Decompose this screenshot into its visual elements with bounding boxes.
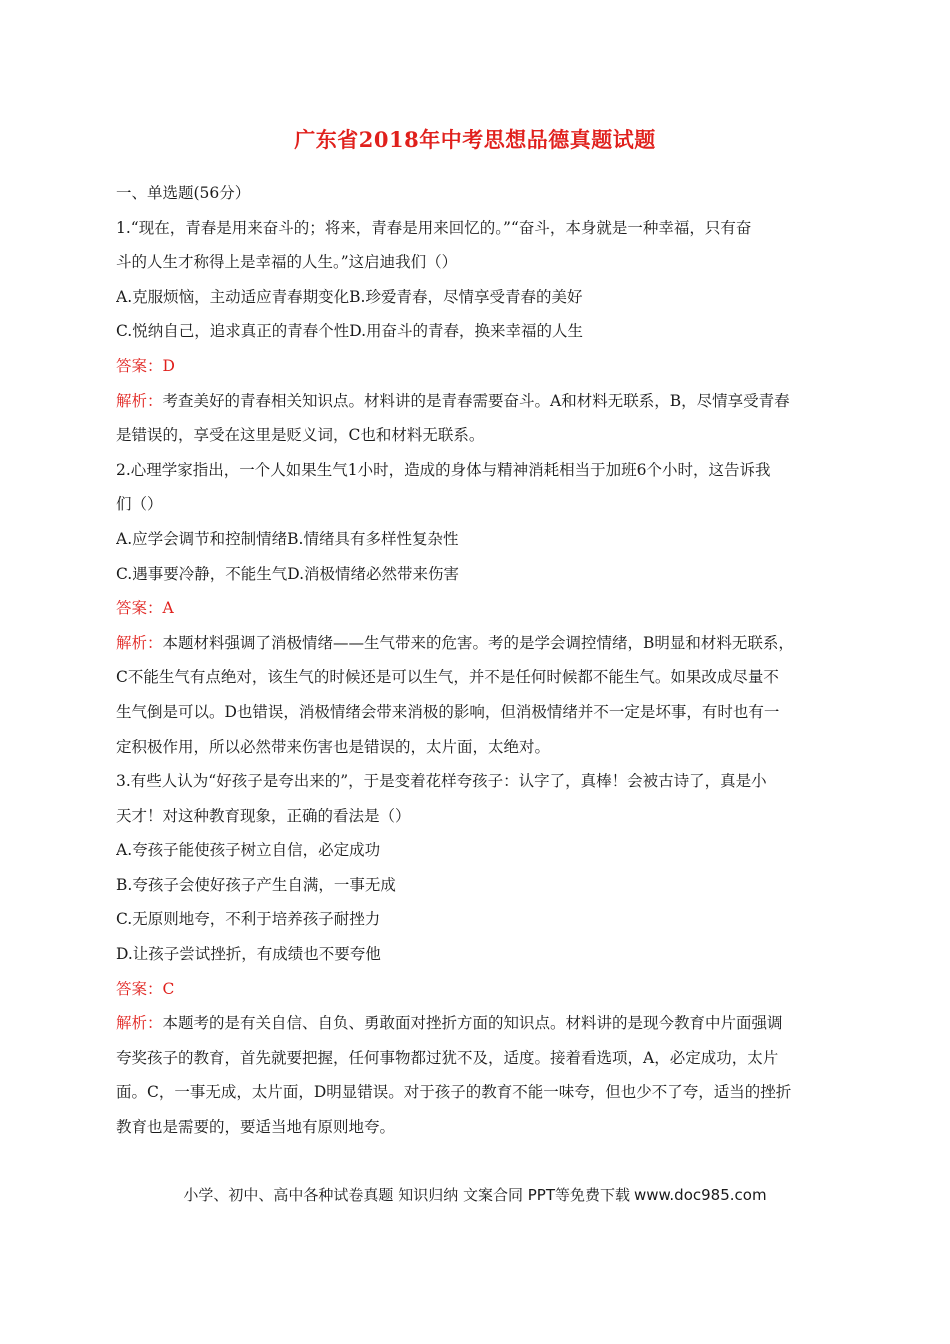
answer-label: 答案： [116,599,163,618]
page-footer [0,1184,950,1205]
question-option: B.夸孩子会使好孩子产生自满，一事无成 [116,875,396,894]
question-stem-line: 斗的人生才称得上是幸福的人生。”这启迪我们（） [116,253,458,272]
question-options-line: C.悦纳自己，追求真正的青春个性D.用奋斗的青春，换来幸福的人生 [116,322,584,341]
analysis-line: 是错误的，享受在这里是贬义词，C也和材料无联系。 [116,426,485,445]
answer-line [116,591,838,626]
question-stem-line: 天才！对这种教育现象，正确的看法是（） [116,806,411,825]
answer-label: 答案： [116,356,163,375]
analysis-line [116,384,838,419]
question-stem-line: 2.心理学家指出，一个人如果生气1小时，造成的身体与精神消耗相当于加班6个小时，这告诉我 [116,460,771,479]
question-1 [116,211,838,453]
analysis-line: 教育也是需要的，要适当地有原则地夸。 [116,1118,396,1137]
answer-value: D [162,356,175,375]
analysis-text: 本题考的是有关自信、自负、勇敢面对挫折方面的知识点。材料讲的是现今教育中片面强调 [162,1014,783,1033]
section-heading: 一、单选题(56分） [116,184,251,202]
question-option: C.无原则地夸，不利于培养孩子耐挫力 [116,910,381,929]
question-options-line: C.遇事要冷静，不能生气D.消极情绪必然带来伤害 [116,564,460,583]
question-options-line: A.应学会调节和控制情绪B.情绪具有多样性复杂性 [116,529,459,548]
analysis-label: 解析： [116,1014,163,1033]
document-body [116,176,838,1145]
answer-line [116,972,838,1007]
question-option: A.夸孩子能使孩子树立自信，必定成功 [116,841,381,860]
analysis-line: C不能生气有点绝对，该生气的时候还是可以生气，并不是任何时候都不能生气。如果改成尽量不 [116,668,779,687]
question-option: D.让孩子尝试挫折，有成绩也不要夸他 [116,945,381,964]
analysis-line: 夸奖孩子的教育，首先就要把握，任何事物都过犹不及，适度。接着看选项，A，必定成功，太片 [116,1048,779,1067]
question-3 [116,764,838,1145]
document-title: 广东省2018年中考思想品德真题试题 [294,127,656,152]
analysis-text: 本题材料强调了消极情绪——生气带来的危害。考的是学会调控情绪，B明显和材料无联系， [162,633,794,652]
footer-url[interactable]: www.doc985.com [633,1186,767,1204]
answer-value: A [162,599,174,618]
analysis-text: 考查美好的青春相关知识点。材料讲的是青春需要奋斗。A和材料无联系，B，尽情享受青春 [162,391,790,410]
question-2 [116,453,838,764]
analysis-line: 生气倒是可以。D也错误，消极情绪会带来消极的影响，但消极情绪并不一定是坏事，有时也有一 [116,702,780,721]
analysis-label: 解析： [116,633,163,652]
answer-label: 答案： [116,979,163,998]
analysis-line: 面。C，一事无成，太片面，D明显错误。对于孩子的教育不能一味夸，但也少不了夸，适当的挫折 [116,1083,792,1102]
question-stem-line: 3.有些人认为“好孩子是夸出来的”，于是变着花样夸孩子：认字了，真棒！会被古诗了，真是小 [116,772,767,791]
question-stem-line: 们（） [116,495,163,514]
answer-value: C [162,979,175,998]
analysis-line: 定积极作用，所以必然带来伤害也是错误的，太片面，太绝对。 [116,737,551,756]
analysis-line [116,1006,838,1041]
answer-line [116,349,838,384]
analysis-label: 解析： [116,391,163,410]
footer-text: 小学、初中、高中各种试卷真题 知识归纳 文案合同 PPT等免费下载 [183,1186,630,1204]
question-stem-line: 1.“现在，青春是用来奋斗的；将来，青春是用来回忆的。”“奋斗，本身就是一种幸福，只有奋 [116,218,752,237]
question-options-line: A.克服烦恼，主动适应青春期变化B.珍爱青春，尽情享受青春的美好 [116,287,583,306]
analysis-line [116,626,838,661]
